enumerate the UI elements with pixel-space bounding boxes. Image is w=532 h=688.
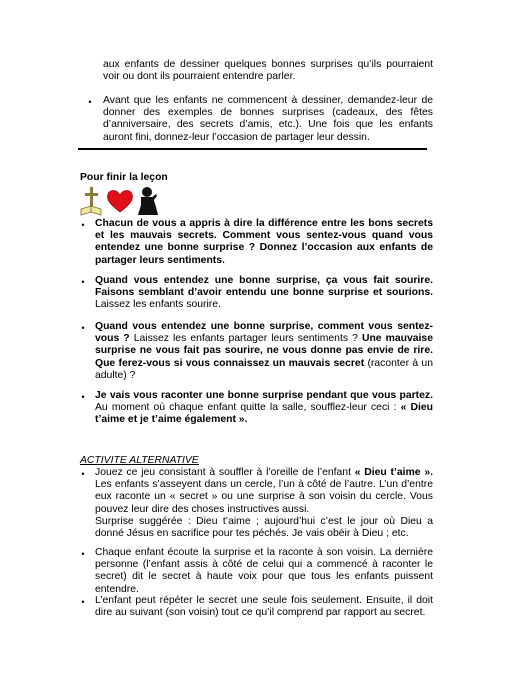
closing-icons bbox=[80, 185, 160, 217]
closing-item-2 bbox=[95, 275, 433, 312]
closing-item-4-part2: Au moment où chaque enfant quitte la salle, soufflez-leur ceci : bbox=[95, 402, 401, 414]
heart-icon bbox=[107, 190, 132, 212]
closing-item-1-bold: Chacun de vous a appris à dire la différence entre les bons secrets et les mauvais secrets. Comment vous sentez-vous quand vous entendez une bonne surprise ? Donnez l’occasion aux enfants de partager leurs sentiments. bbox=[95, 218, 433, 266]
closing-item-1 bbox=[95, 218, 433, 267]
praying-child-icon bbox=[138, 187, 158, 215]
closing-item-3-part4: (raconter à un adulte) ? bbox=[95, 357, 433, 381]
closing-icon-strip bbox=[80, 185, 160, 217]
intro-continuation: aux enfants de dessiner quelques bonnes surprises qu’ils pourraient voir ou dont ils pourraient entendre parler. bbox=[103, 59, 433, 83]
bullet-marker: • bbox=[81, 220, 85, 230]
alternative-bullet-1-a: Jouez ce jeu consistant à souffler à l’oreille de l’enfant bbox=[95, 467, 355, 478]
bullet-marker: • bbox=[81, 549, 85, 559]
closing-heading: Pour finir la leçon bbox=[80, 172, 168, 183]
bullet-marker: • bbox=[81, 597, 85, 607]
alternative-heading: ACTIVITE ALTERNATIVE bbox=[80, 455, 199, 466]
alternative-bullet-1-c: Les enfants s’asseyent dans un cercle, l’un à côté de l’autre. L’un d’entre eux raconte un « secret » ou une surprise à son voisin du cercle. Vous pouvez leur dire des choses instructives aussi. bbox=[95, 479, 433, 515]
bullet-marker: • bbox=[81, 392, 85, 402]
intro-bullet-text: Avant que les enfants ne commencent à dessiner, demandez-leur de donner des exemples de bonnes surprises (cadeaux, des fêtes d’anniversaire, des secrets d’amis, etc.). Une fois que les enfants auront fini, donnez-leur l’occasion de partager leur dessin. bbox=[103, 95, 433, 143]
closing-item-4-part3: « Dieu t’aime et je t’aime également ». bbox=[95, 402, 433, 426]
closing-item-4 bbox=[95, 390, 433, 427]
closing-item-3-part1: Quand vous entendez une bonne surprise, comment vous sentez-vous ? bbox=[95, 321, 433, 345]
closing-item-4-part1: Je vais vous raconter une bonne surprise pendant que vous partez. bbox=[95, 390, 433, 401]
alternative-bullet-1-b: « Dieu t’aime ». bbox=[354, 467, 433, 478]
alternative-bullet-1 bbox=[95, 467, 433, 516]
closing-item-2-normal: Laissez les enfants sourire. bbox=[95, 299, 221, 311]
closing-item-3-part3: Une mauvaise surprise ne vous fait pas sourire, ne vous donne pas envie de rire. Que ferez-vous si vous connaissez un mauvais secret bbox=[95, 333, 433, 369]
alternative-suggestion: Surprise suggérée : Dieu t’aime ; aujourd’hui c’est le jour où Dieu a donné Jésus en sacrifice pour tes péchés. Je vais obéir à Dieu ; etc. bbox=[95, 516, 433, 540]
bullet-marker: • bbox=[81, 277, 85, 287]
alternative-bullet-3: L’enfant peut répéter le secret une seule fois seulement. Ensuite, il doit dire au suivant (son voisin) tout ce qu’il comprend par rapport au secret. bbox=[95, 595, 433, 619]
bullet-marker: • bbox=[81, 469, 85, 479]
section-divider bbox=[78, 148, 427, 150]
closing-item-3-part2: Laissez les enfants partager leurs sentiments ? bbox=[129, 333, 362, 345]
closing-item-2-bold: Quand vous entendez une bonne surprise, ça vous fait sourire. Faisons semblant d’avoir entendu une bonne surprise et sourions. bbox=[95, 275, 433, 299]
bullet-marker: • bbox=[81, 323, 85, 333]
alternative-bullet-2: Chaque enfant écoute la surprise et la raconte à son voisin. La dernière personne (l’enfant assis à côté de celui qui a commencé à raconter le secret) dit le secret à haute voix pour que tous les enfants puissent entendre. bbox=[95, 547, 433, 595]
cross-bible-icon bbox=[81, 187, 101, 215]
bullet-marker: • bbox=[88, 97, 92, 107]
closing-item-3 bbox=[95, 321, 433, 382]
